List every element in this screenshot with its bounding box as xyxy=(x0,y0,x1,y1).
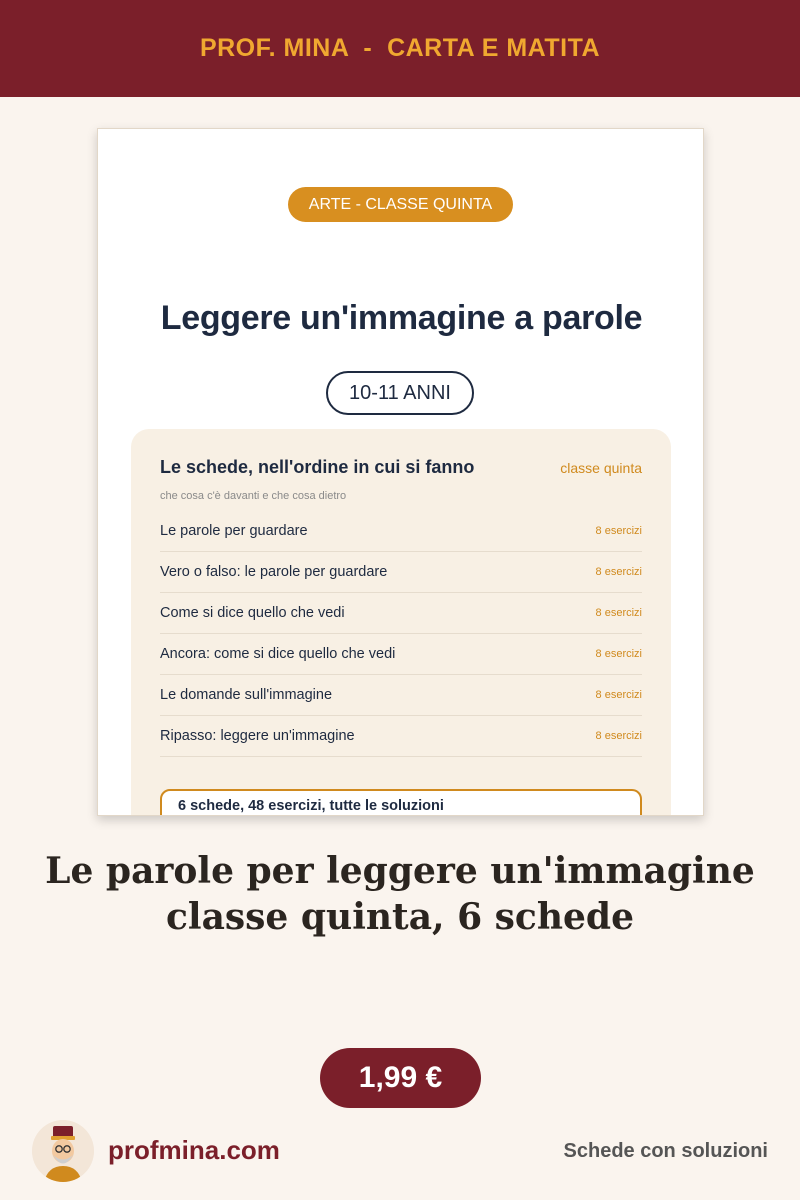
sheet-list-panel xyxy=(131,429,671,816)
worksheet-preview[interactable] xyxy=(97,128,704,816)
exercise-count: 8 esercizi xyxy=(595,648,642,660)
class-tag: classe quinta xyxy=(560,460,642,476)
headline-line-1: Le parole per leggere un'immagine xyxy=(45,850,755,892)
sheet-name: Come si dice quello che vedi xyxy=(160,605,345,621)
banner-title: PROF. MINA - CARTA E MATITA xyxy=(199,34,601,62)
exercise-count: 8 esercizi xyxy=(595,730,642,742)
sheet-name: Le domande sull'immagine xyxy=(160,687,333,703)
list-item xyxy=(160,593,642,634)
avatar-illustration xyxy=(32,1120,94,1182)
preview-title: Leggere un'immagine a parole xyxy=(160,299,643,337)
sheet-list-heading: Le schede, nell'ordine in cui si fanno xyxy=(160,457,475,477)
exercise-count: 8 esercizi xyxy=(595,607,642,619)
sheet-list-subtitle: che cosa c'è davanti e che cosa dietro xyxy=(160,490,347,502)
list-item xyxy=(160,634,642,675)
summary-box: 6 schede, 48 esercizi, tutte le soluzioni xyxy=(160,789,642,816)
sheet-list xyxy=(160,511,642,757)
list-item xyxy=(160,511,642,552)
footer-note: Schede con soluzioni xyxy=(563,1140,768,1162)
exercise-count: 8 esercizi xyxy=(595,689,642,701)
sheet-name: Vero o falso: le parole per guardare xyxy=(160,564,388,580)
exercise-count: 8 esercizi xyxy=(595,566,642,578)
list-item xyxy=(160,716,642,757)
price-button[interactable]: 1,99 € xyxy=(320,1048,481,1108)
age-badge: 10-11 ANNI xyxy=(326,371,474,415)
exercise-count: 8 esercizi xyxy=(595,525,642,537)
product-headline xyxy=(0,848,800,940)
sheet-name: Ancora: come si dice quello che vedi xyxy=(160,646,396,662)
sheet-name: Ripasso: leggere un'immagine xyxy=(160,728,355,744)
list-item xyxy=(160,552,642,593)
subject-badge: ARTE - CLASSE QUINTA xyxy=(288,187,513,222)
headline-line-2: classe quinta, 6 schede xyxy=(165,896,635,938)
sheet-name: Le parole per guardare xyxy=(160,523,308,539)
list-item xyxy=(160,675,642,716)
sheet-list-header xyxy=(160,457,642,478)
professor-avatar-icon xyxy=(32,1120,94,1182)
top-banner xyxy=(0,0,800,97)
site-link[interactable]: profmina.com xyxy=(108,1135,280,1165)
